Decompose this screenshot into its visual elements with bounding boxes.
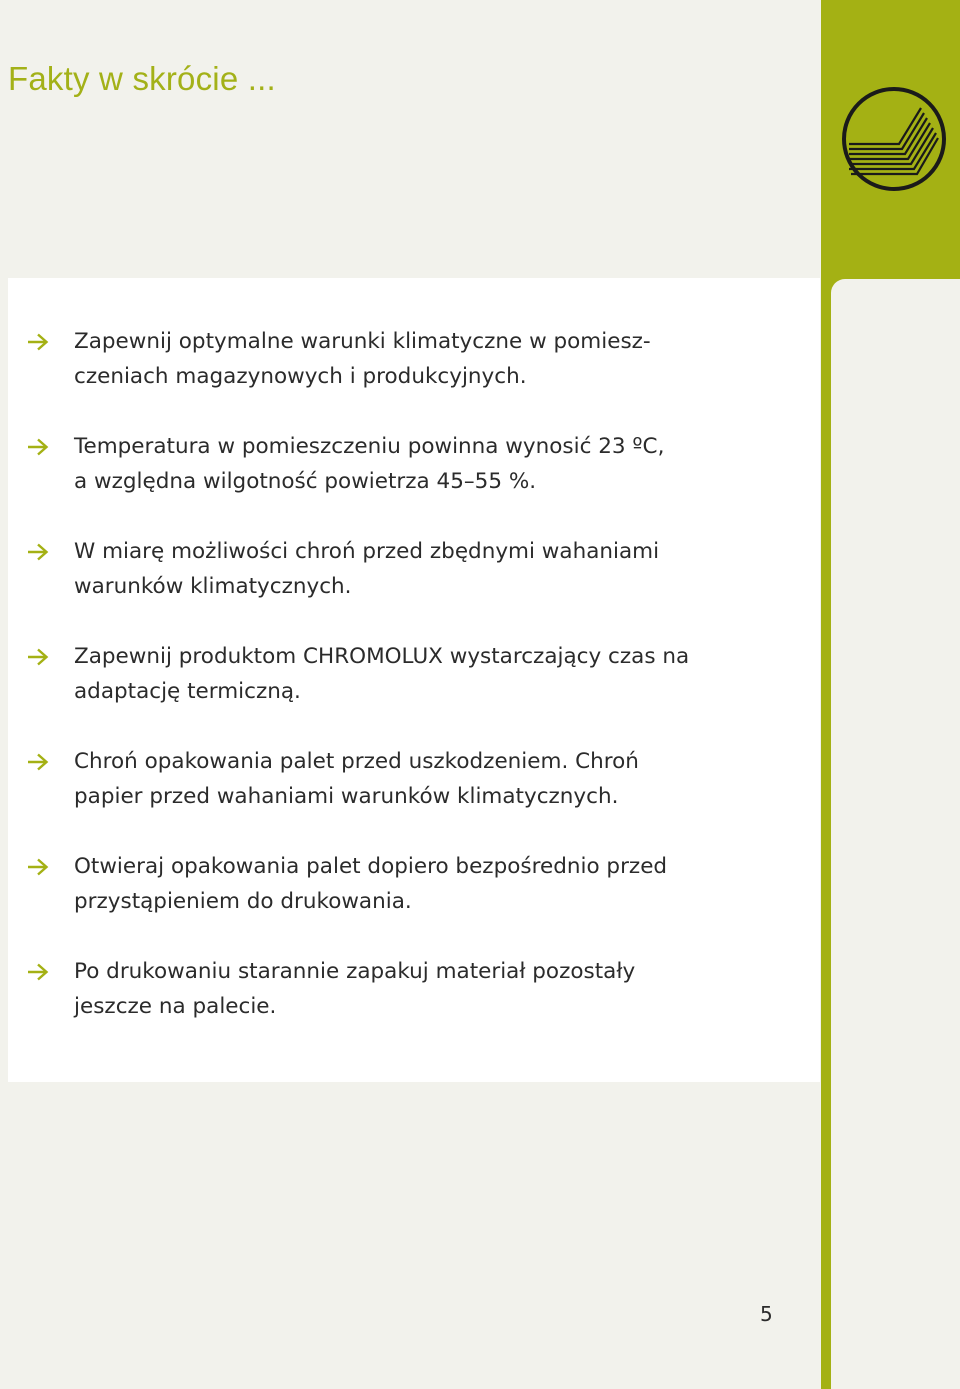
arrow-right-icon: [27, 648, 49, 666]
paper-stack-icon: [841, 86, 947, 192]
fact-line: warunków klimatycznych.: [74, 574, 352, 599]
list-item: [8, 954, 820, 1024]
facts-card: [8, 278, 820, 1082]
arrow-right-icon: [27, 333, 49, 351]
arrow-right-icon: [27, 858, 49, 876]
arrow-right-icon: [27, 438, 49, 456]
fact-line: adaptację termiczną.: [74, 679, 301, 704]
arrow-right-icon: [27, 963, 49, 981]
list-item: [8, 429, 820, 499]
side-panel: [831, 279, 960, 1389]
fact-line: czeniach magazynowych i produkcyjnych.: [74, 364, 527, 389]
fact-line: papier przed wahaniami warunków klimatycznych.: [74, 784, 619, 809]
fact-line: Zapewnij produktom CHROMOLUX wystarczający czas na: [74, 644, 690, 669]
fact-line: a względna wilgotność powietrza 45–55 %.: [74, 469, 537, 494]
arrow-right-icon: [27, 543, 49, 561]
page-number: 5: [760, 1302, 773, 1326]
fact-line: Chroń opakowania palet przed uszkodzeniem. Chroń: [74, 749, 639, 774]
fact-line: przystąpieniem do drukowania.: [74, 889, 412, 914]
page-title: Fakty w skrócie ...: [8, 60, 276, 97]
fact-line: Zapewnij optymalne warunki klimatyczne w pomiesz-: [74, 329, 651, 354]
list-item: [8, 744, 820, 814]
fact-line: Temperatura w pomieszczeniu powinna wynosić 23 ºC,: [74, 434, 665, 459]
fact-line: Otwieraj opakowania palet dopiero bezpośrednio przed: [74, 854, 668, 879]
fact-line: W miarę możliwości chroń przed zbędnymi wahaniami: [74, 539, 660, 564]
fact-line: Po drukowaniu starannie zapakuj materiał pozostały: [74, 959, 636, 984]
facts-list: [8, 324, 820, 1059]
arrow-right-icon: [27, 753, 49, 771]
list-item: [8, 849, 820, 919]
list-item: [8, 324, 820, 394]
list-item: [8, 534, 820, 604]
list-item: [8, 639, 820, 709]
fact-line: jeszcze na palecie.: [74, 994, 277, 1019]
